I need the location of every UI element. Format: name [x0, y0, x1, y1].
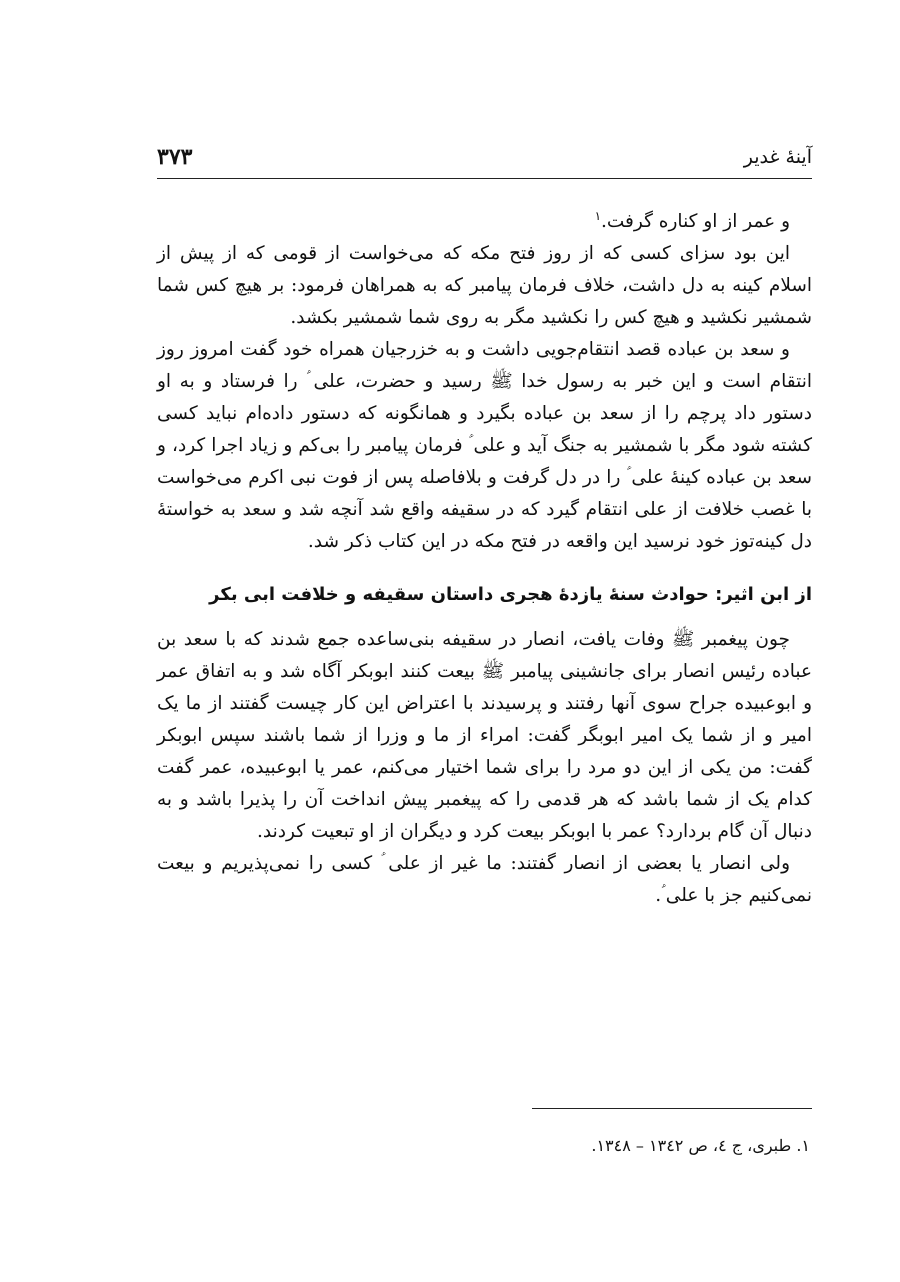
paragraph-3: و سعد بن عباده قصد انتقام‌جویی داشت و به خزرجیان همراه خود گفت امروز روز انتقام است و این خبر به رسول خدا ﷺ رسید و حضرت، علی ؑ را فرستاد و به او دستور داد پرچم را از سعد بن عباده بگیرد و همانگونه که دستور داده‌ام نباید کسی کشته شود مگر با شمشیر به جنگ آید و علی ؑ فرمان پیامبر را بی‌کم و زیاد اجرا کرد، و سعد بن عباده کینهٔ علی ؑ را در دل گرفت و بلافاصله پس از فوت نبی اکرم می‌خواست با غصب خلافت از علی انتقام گیرد که در سقیفه واقع شد آنچه شد و سعد به خواستهٔ دل کینه‌توز خود نرسید این واقعه در فتح مکه در این کتاب ذکر شد. — [157, 339, 812, 552]
running-header — [157, 142, 812, 176]
paragraph-5: ولی انصار یا بعضی از انصار گفتند: ما غیر از علی ؑ کسی را نمی‌پذیریم و بیعت نمی‌کنیم جز با علی ؑ. — [157, 853, 812, 906]
footnote: ۱. طبری، ج ٤، ص ١٣٤٢ – ١٣٤٨. — [591, 1136, 810, 1155]
paragraph-text: و عمر از او کناره گرفت. — [601, 211, 790, 232]
paragraph-2: این بود سزای کسی که از روز فتح مکه که می‌خواست از قومی که از پیش از اسلام کینه به دل داشت، خلاف فرمان پیامبر که به همراهان فرمود: بر هیچ کس شما شمشیر نکشید و هیچ کس را نکشید مگر به روی شما شمشیر بکشد. — [157, 243, 812, 328]
section-heading: از ابن اثیر: حوادث سنهٔ یازدهٔ هجری داستان سقیفه و خلافت ابی بکر — [209, 584, 812, 605]
header-rule — [157, 178, 812, 179]
footnote-rule — [532, 1108, 812, 1109]
main-text — [157, 206, 812, 912]
page-number: ۳۷۳ — [157, 144, 193, 170]
book-title: آینهٔ غدیر — [743, 146, 812, 168]
footnote-marker: ۱ — [594, 208, 602, 223]
paragraph-1 — [157, 206, 812, 238]
paragraph-4: چون پیغمبر ﷺ وفات یافت، انصار در سقیفه بنی‌ساعده جمع شدند که با سعد بن عباده رئیس انصار برای جانشینی پیامبر ﷺ بیعت کنند ابوبکر آگاه شد و به اتفاق عمر و ابوعبیده جراح سوی آنها رفتند و پرسیدند با اعتراض این کار چیست گفتند از ما یک امیر و از شما یک امیر ابوبگر گفت: امراء از ما و وزرا از شما باشند سپس ابوبکر گفت: من یکی از این دو مرد را برای شما اختیار می‌کنم، عمر یا ابوعبیده، عمر گفت کدام یک از شما باشد که هر قدمی را که پیغمبر پیش انداخت آن را پذیرا باشد و به دنبال آن گام بردارد؟ عمر با ابوبکر بیعت کرد و دیگران از او تبعیت کردند. — [157, 629, 812, 842]
